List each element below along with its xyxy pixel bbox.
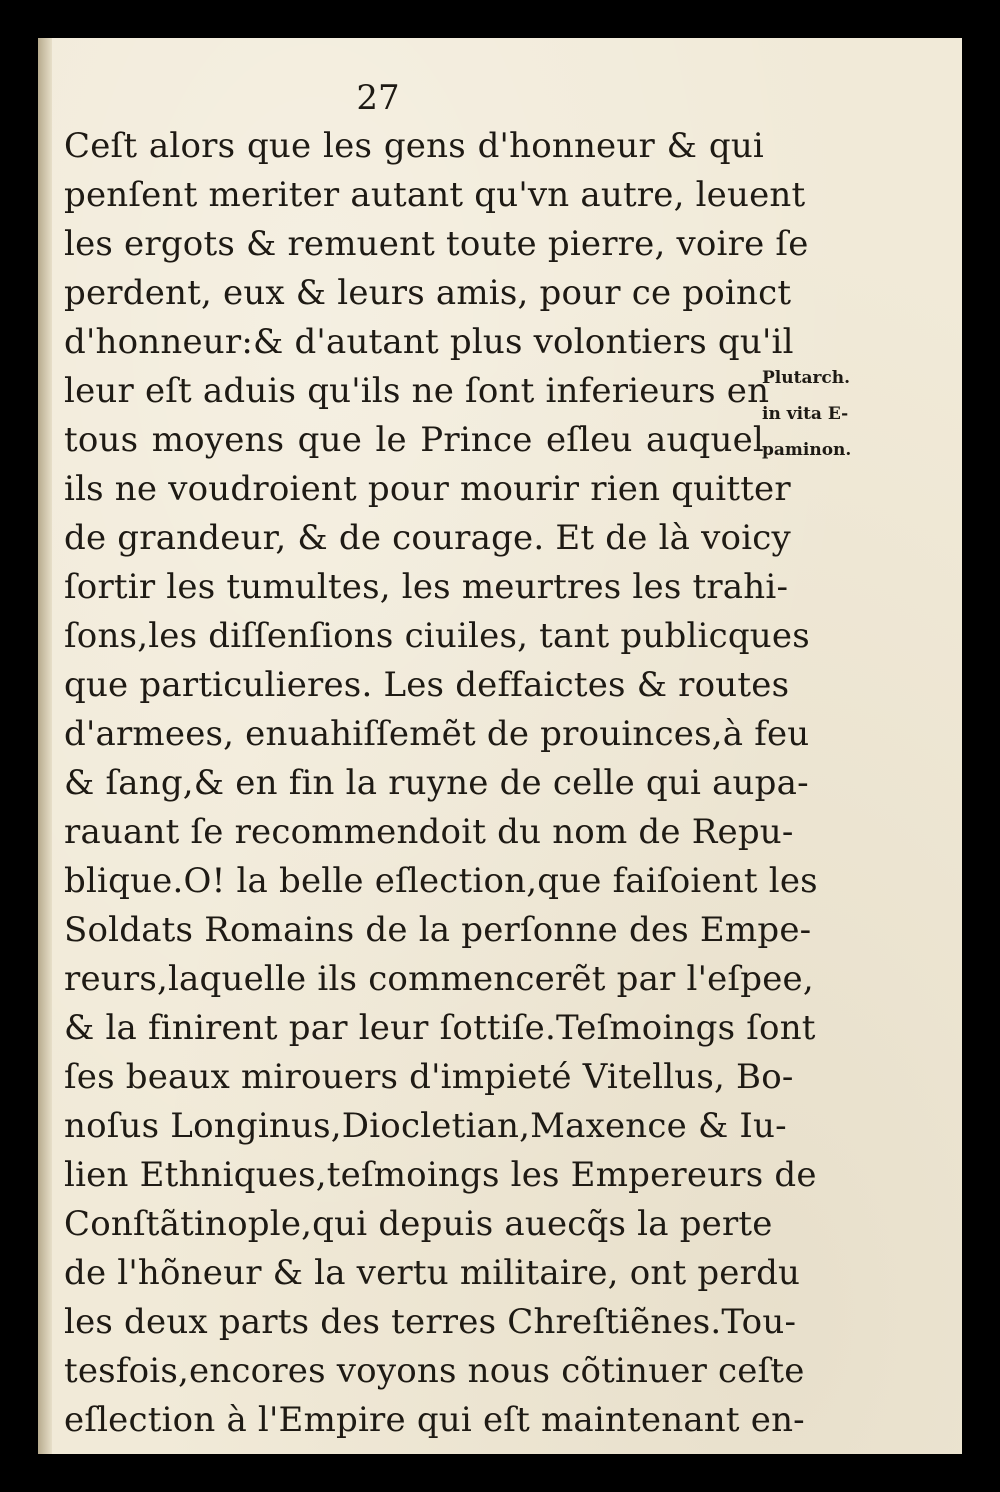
text-line: Ceſt alors que les gens d'honneur & qui xyxy=(64,126,764,166)
text-line: les deux parts des terres Chreſtiẽnes.Tou- xyxy=(64,1302,797,1342)
text-line: tesfois,encores voyons nous cõtinuer ceſte xyxy=(64,1351,805,1391)
margin-note: paminon. xyxy=(762,440,852,460)
text-line: d'honneur:& d'autant plus volontiers qu'il xyxy=(64,322,794,362)
book-page xyxy=(38,38,962,1454)
text-line: d'armees, enuahiſſemẽt de prouinces,à feu xyxy=(64,714,810,754)
margin-note: Plutarch. xyxy=(762,368,851,388)
text-line: penſent meriter autant qu'vn autre, leuent xyxy=(64,175,806,215)
text-line: ſons,les diſſenſions ciuiles, tant publicques xyxy=(64,616,810,656)
page-number: 27 xyxy=(356,78,400,118)
text-line: de l'hõneur & la vertu militaire, ont perdu xyxy=(64,1253,801,1293)
text-line: leur eſt aduis qu'ils ne ſont inferieurs en xyxy=(64,371,770,411)
text-line: ils ne voudroient pour mourir rien quitter xyxy=(64,469,791,509)
text-line: que particulieres. Les deffaictes & routes xyxy=(64,665,790,705)
text-line: Conſtãtinople,qui depuis auecq̃s la perte xyxy=(64,1204,773,1244)
text-line: & la finirent par leur ſottiſe.Teſmoings ſont xyxy=(64,1008,816,1048)
text-line: de grandeur, & de courage. Et de là voicy xyxy=(64,518,791,558)
text-line: Soldats Romains de la perſonne des Empe- xyxy=(64,910,812,950)
text-line: ſes beaux mirouers d'impieté Vitellus, Bo- xyxy=(64,1057,794,1097)
text-line: ſortir les tumultes, les meurtres les trahi- xyxy=(64,567,789,607)
text-line: lien Ethniques,teſmoings les Empereurs de xyxy=(64,1155,817,1195)
text-line: tous moyens que le Prince eſleu auquel xyxy=(64,420,764,460)
text-line: blique.O! la belle eſlection,que faiſoient les xyxy=(64,861,818,901)
text-line: perdent, eux & leurs amis, pour ce poinct xyxy=(64,273,792,313)
text-line: & ſang,& en fin la ruyne de celle qui aupa- xyxy=(64,763,809,803)
text-line: eſlection à l'Empire qui eſt maintenant en- xyxy=(64,1400,805,1440)
binding-gutter xyxy=(38,38,52,1454)
text-line: rauant ſe recommendoit du nom de Repu- xyxy=(64,812,794,852)
text-line: reurs,laquelle ils commencerẽt par l'eſpee, xyxy=(64,959,814,999)
text-line: les ergots & remuent toute pierre, voire ſe xyxy=(64,224,809,264)
margin-note: in vita E- xyxy=(762,404,849,424)
text-line: noſus Longinus,Diocletian,Maxence & Iu- xyxy=(64,1106,787,1146)
